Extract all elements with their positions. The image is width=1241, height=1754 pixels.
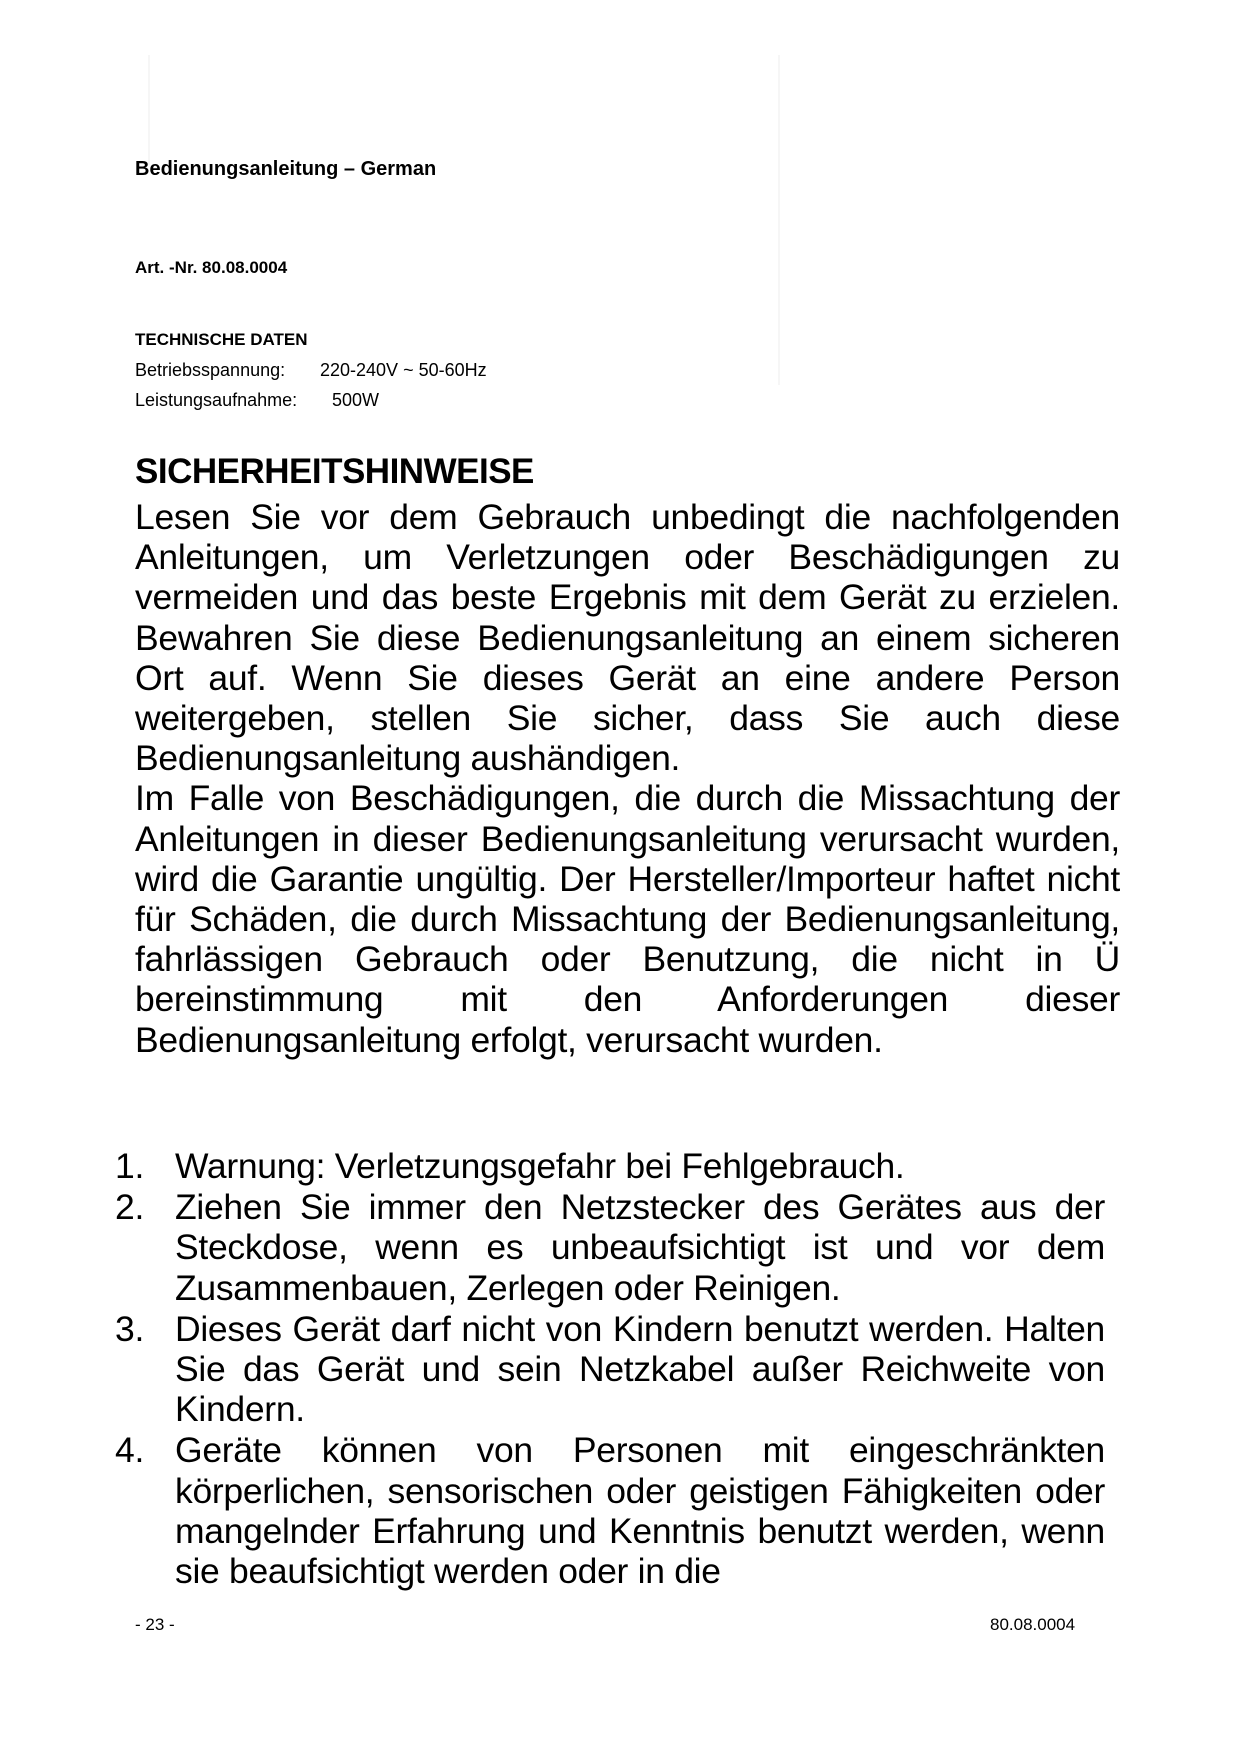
list-text: Ziehen Sie immer den Netzstecker des Gerätes aus der Steckdose, wenn es unbeaufsichtigt ist und vor dem Zusammenbauen, Zerlegen oder Reinigen. xyxy=(175,1187,1105,1308)
spec-row-power xyxy=(135,390,379,411)
footer-article-code: 80.08.0004 xyxy=(990,1615,1076,1634)
safety-paragraph: Im Falle von Beschädigungen, die durch die Missachtung der Anleitungen in dieser Bedienungsanleitung verursacht wurden, wird die Garantie ungültig. Der Hersteller/Importeur haftet nicht für Schäden, die durch Missachtung der Bedienungsanleitung, fahrlässigen Gebrauch oder Benutzung, die nicht in Ü bereinstimmung mit den Anforderungen dieser Bedienungsanleitung erfolgt, verursacht wurden. xyxy=(135,778,1120,1060)
page-number: - 23 - xyxy=(135,1615,175,1634)
technical-data-heading: TECHNISCHE DATEN xyxy=(135,330,308,349)
list-item xyxy=(115,1187,1120,1308)
list-item xyxy=(115,1146,1120,1186)
spec-row-voltage xyxy=(135,360,487,381)
spec-value: 500W xyxy=(332,390,380,410)
safety-heading: SICHERHEITSHINWEISE xyxy=(135,452,534,491)
list-text: Warnung: Verletzungsgefahr bei Fehlgebrauch. xyxy=(175,1146,905,1186)
spec-label: Betriebsspannung: xyxy=(135,360,286,380)
scan-artifact-line xyxy=(778,55,780,385)
list-text: Geräte können von Personen mit eingeschränkten körperlichen, sensorischen oder geistigen Fähigkeiten oder mangelnder Erfahrung und Kenntnis benutzt werden, wenn sie beaufsichtigt werden oder in die xyxy=(175,1430,1105,1592)
list-number: 1. xyxy=(115,1146,145,1186)
safety-list xyxy=(115,1146,1120,1592)
spec-label: Leistungsaufnahme: xyxy=(135,390,298,410)
list-text: Dieses Gerät darf nicht von Kindern benutzt werden. Halten Sie das Gerät und sein Netzkabel außer Reichweite von Kindern. xyxy=(175,1308,1105,1430)
list-number: 4. xyxy=(115,1430,145,1471)
article-number: Art. -Nr. 80.08.0004 xyxy=(135,258,288,277)
spec-value: 220-240V ~ 50-60Hz xyxy=(320,360,487,380)
scan-artifact-line xyxy=(148,55,150,165)
manual-title: Bedienungsanleitung – German xyxy=(135,158,437,180)
list-item xyxy=(115,1430,1120,1591)
safety-paragraph: Lesen Sie vor dem Gebrauch unbedingt die nachfolgenden Anleitungen, um Verletzungen oder Beschädigungen zu vermeiden und das beste Ergebnis mit dem Gerät zu erzielen. Bewahren Sie diese Bedienungsanleitung an einem sicheren Ort auf. Wenn Sie dieses Gerät an eine andere Person weitergeben, stellen Sie sicher, dass Sie auch diese Bedienungsanleitung aushändigen. xyxy=(135,497,1120,779)
list-item xyxy=(115,1309,1120,1430)
safety-intro xyxy=(135,497,1120,1060)
list-number: 2. xyxy=(115,1187,145,1228)
list-number: 3. xyxy=(115,1308,145,1349)
